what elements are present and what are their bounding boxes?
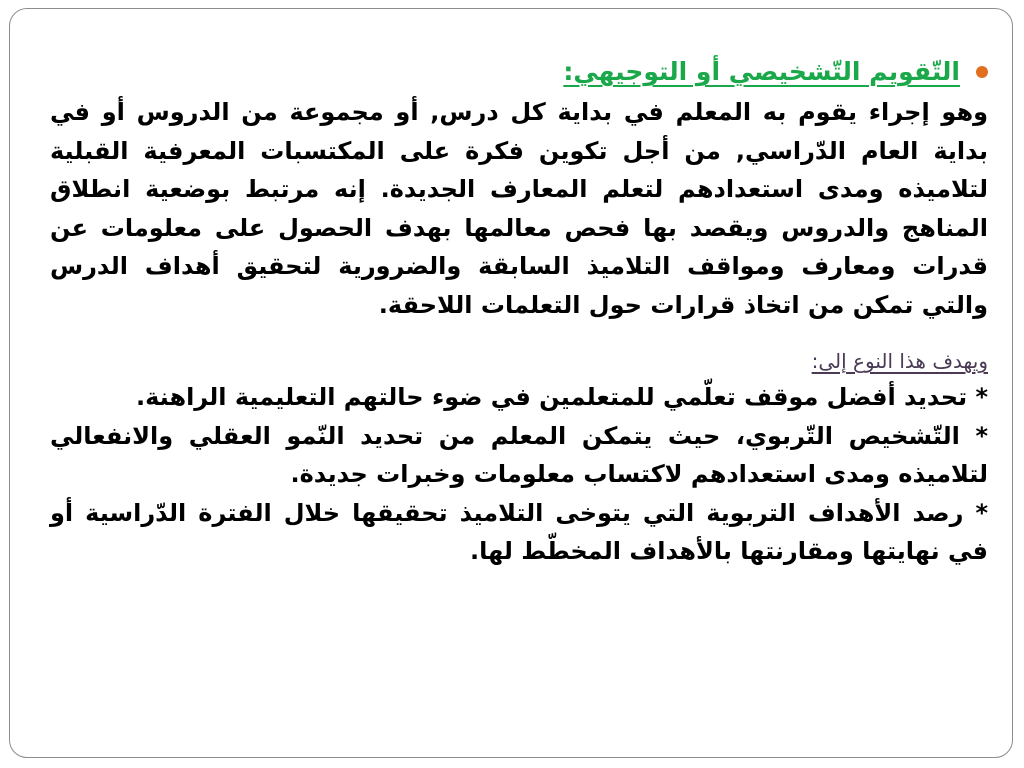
slide-content: [50, 55, 988, 571]
objectives-subheading: ويهدف هذا النوع إلى:: [811, 349, 988, 373]
objective-item: * تحديد أفضل موقف تعلّمي للمتعلمين في ضوء حالتهم التعليمية الراهنة.: [135, 383, 988, 411]
heading-row: [50, 55, 988, 89]
objective-item: * رصد الأهداف التربوية التي يتوخى التلاميذ تحقيقها خلال الفترة الدّراسية أو في نهايتها ومقارنتها بالأهداف المخطّط لها.: [50, 498, 988, 565]
slide-heading: التّقويم التّشخيصي أو التوجيهي:: [563, 57, 960, 86]
bullet-dot-icon: [976, 66, 988, 78]
objectives-list: [50, 378, 988, 571]
definition-paragraph: وهو إجراء يقوم به المعلم في بداية كل درس, أو مجموعة من الدروس أو في بداية العام الدّراسي, من أجل تكوين فكرة على المكتسبات المعرفية القبلية لتلاميذه ومدى استعدادهم لتعلم المعارف الجديدة. إنه مرتبط بوضعية انطلاق المناهج والدروس ويقصد بها فحص معالمها بهدف الحصول على معلومات عن قدرات ومعارف ومواقف التلاميذ السابقة والضرورية لتحقيق أهداف الدرس والتي تمكن من اتخاذ قرارات حول التعلمات اللاحقة.: [50, 98, 988, 319]
slide-frame: [9, 8, 1013, 758]
objective-item: * التّشخيص التّربوي، حيث يتمكن المعلم من تحديد النّمو العقلي والانفعالي لتلاميذه ومدى استعدادهم لاكتساب معلومات وخبرات جديدة.: [50, 421, 988, 488]
